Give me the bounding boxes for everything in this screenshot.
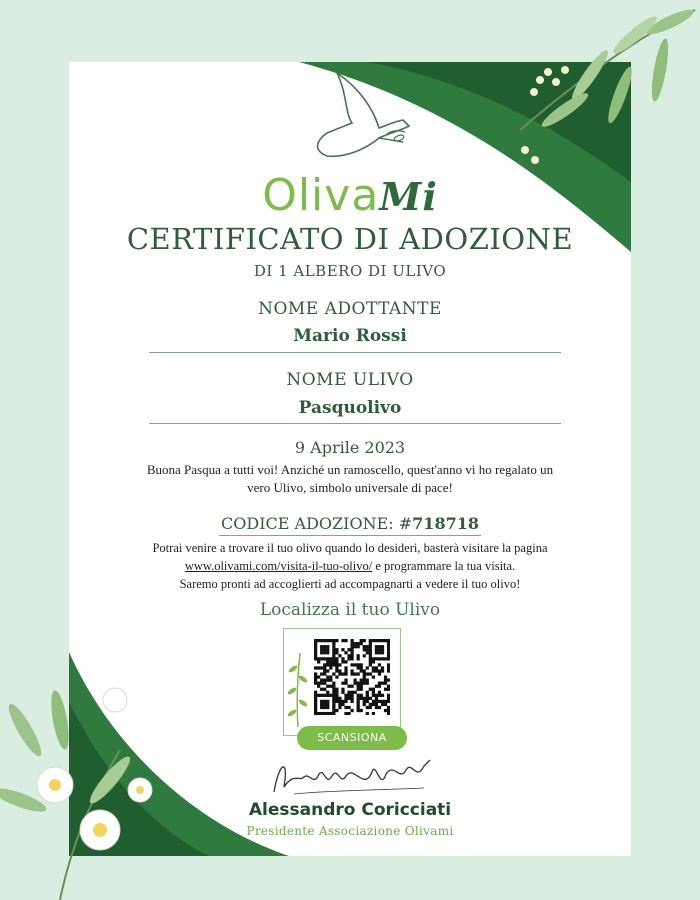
message: Buona Pasqua a tutti voi! Anziché un ramoscello, quest'anno vi ho regalato un vero Ulivo, simbolo universale di pace! [146, 462, 554, 495]
divider [149, 423, 561, 424]
tree-label: NOME ULIVO [286, 370, 414, 390]
signer-role: Presidente Associazione Olivami [246, 824, 454, 838]
adoption-code: CODICE ADOZIONE: #718718 [221, 514, 479, 533]
signer-name: Alessandro Coricciati [248, 800, 452, 820]
locate-label: Localizza il tuo Ulivo [259, 600, 441, 620]
olive-branch-decoration [470, 0, 700, 200]
adoption-date: 9 Aprile 2023 [294, 438, 406, 457]
adopter-name: Mario Rossi [293, 326, 407, 346]
brand-logo: OlivaMi [262, 170, 438, 221]
divider [219, 535, 481, 536]
dove-icon [307, 68, 417, 168]
flower-decoration [0, 670, 180, 900]
adopter-label: NOME ADOTTANTE [258, 299, 442, 319]
tree-name: Pasquolivo [298, 398, 402, 418]
scan-button[interactable]: SCANSIONA [297, 726, 407, 750]
visit-link[interactable]: www.olivami.com/visita-il-tuo-olivo/ [184, 559, 373, 573]
certificate-title: CERTIFICATO DI ADOZIONE [126, 222, 574, 256]
signature [254, 752, 454, 802]
olive-branch-icon [286, 649, 308, 729]
divider [149, 352, 561, 353]
visit-info: Potrai venire a trovare il tuo olivo quando lo desideri, basterà visitare la pagina www.olivami.com/visita-il-tuo-olivo/ e programmare la tua visita. Saremo pronti ad accoglierti ad accompagnarti a vedere il tuo olivo! [152, 541, 548, 591]
certificate-subtitle: DI 1 ALBERO DI ULIVO [253, 262, 447, 280]
qr-code-frame[interactable] [283, 628, 401, 736]
qr-code[interactable] [314, 639, 390, 715]
